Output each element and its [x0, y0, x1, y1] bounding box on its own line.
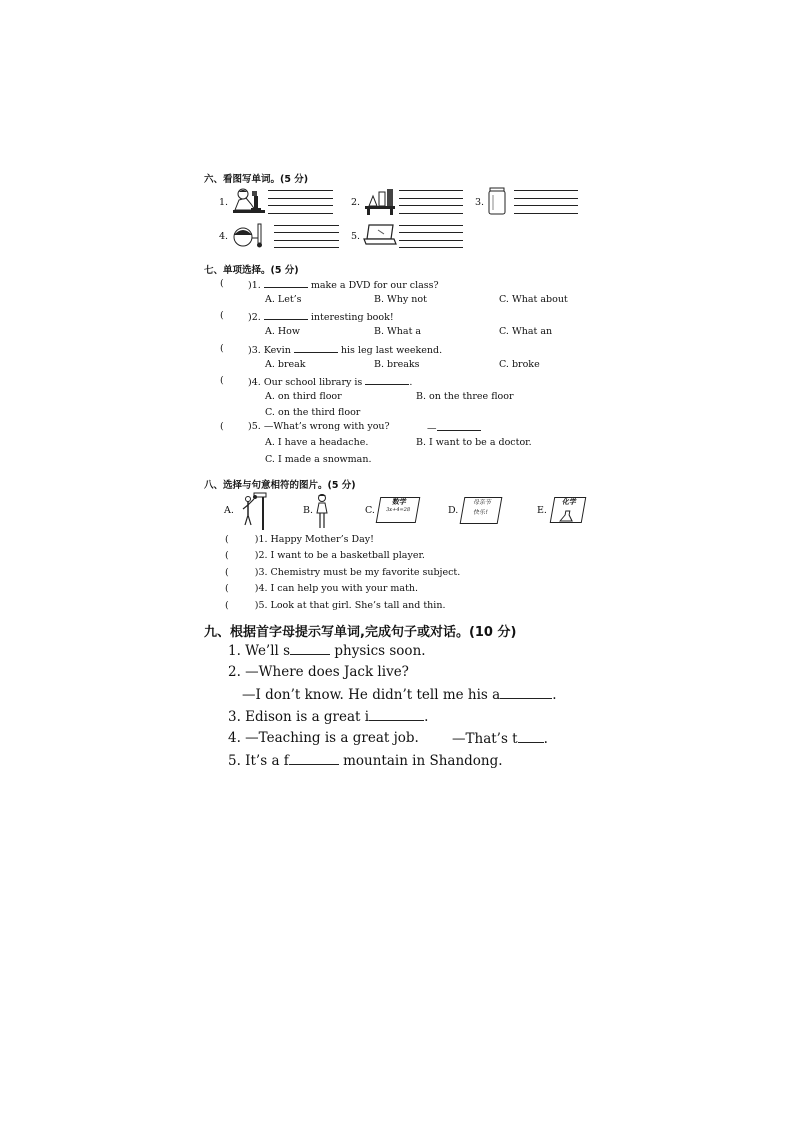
answer-line	[268, 205, 333, 206]
option-c: C. What about	[499, 294, 568, 305]
chemistry-book-picture: 化学	[550, 497, 587, 523]
q1-row: 1. We’ll s physics soon.	[228, 643, 426, 659]
q4-question: 4. —Teaching is a great job.	[228, 730, 419, 746]
option-c: C. broke	[499, 359, 540, 370]
answer-paren-open: (	[220, 278, 224, 289]
sentence-row-3: ( )3. Chemistry must be my favorite subject.	[225, 567, 461, 578]
answer-blank	[369, 708, 424, 721]
sentence-row-2: ( )2. I want to be a basketball player.	[225, 550, 425, 561]
item-2-number: 2.	[351, 197, 361, 208]
q2-question: 2. —Where does Jack live?	[228, 664, 409, 680]
answer-line	[399, 205, 463, 206]
picture-label-d: D.	[448, 505, 459, 516]
option-a: A. on third floor	[265, 391, 342, 402]
answer-line	[274, 240, 339, 241]
answer-paren-open: (	[220, 310, 224, 321]
option-b: B. Why not	[374, 294, 427, 305]
answer-blank	[264, 278, 308, 288]
option-a: A. How	[265, 326, 301, 337]
item-1-number: 1.	[219, 197, 229, 208]
student-microscope-picture	[232, 186, 266, 218]
flask-icon	[551, 510, 583, 522]
picture-label-c: C.	[365, 505, 375, 516]
question-row: )5. —What’s wrong with you?	[248, 421, 390, 432]
answer-line	[399, 232, 463, 233]
answer-line	[268, 198, 333, 199]
answer-paren-open: (	[220, 375, 224, 386]
math-book-picture: 数学 3x+4=28	[376, 497, 421, 523]
option-b: B. What a	[374, 326, 422, 337]
option-c: C. on the third floor	[265, 407, 361, 418]
basketball-player-picture	[236, 491, 268, 531]
answer-line	[514, 205, 578, 206]
question-row: )1. make a DVD for our class?	[248, 280, 439, 291]
section-9-title: 九、根据首字母提示写单词,完成句子或对话。(10 分)	[204, 625, 517, 640]
answer-paren-open: (	[220, 343, 224, 354]
answer-blank	[264, 310, 308, 320]
option-b: B. I want to be a doctor.	[416, 437, 532, 448]
answer-blank	[290, 642, 330, 655]
picture-label-e: E.	[537, 505, 547, 516]
answer-line	[399, 190, 463, 191]
option-a: A. break	[265, 359, 306, 370]
item-5-number: 5.	[351, 231, 361, 242]
answer-line	[399, 247, 463, 248]
answer-line	[514, 190, 578, 191]
jar-picture	[487, 186, 507, 216]
picture-label-a: A.	[224, 505, 234, 516]
option-b: B. on the three floor	[416, 391, 514, 402]
section-6-title: 六、看图写单词。(5 分)	[204, 174, 309, 185]
answer-line	[399, 198, 463, 199]
answer-blank	[500, 686, 552, 699]
answer-blank	[289, 752, 339, 765]
option-c: C. What an	[499, 326, 553, 337]
answer-blank	[294, 343, 338, 353]
reply-row: —	[427, 421, 481, 434]
section-8-title: 八、选择与句意相符的图片。(5 分)	[204, 480, 356, 491]
sentence-row-4: ( )4. I can help you with your math.	[225, 583, 419, 594]
sentence-row-5: ( )5. Look at that girl. She’s tall and thin.	[225, 600, 446, 611]
question-row: )2. interesting book!	[248, 312, 394, 323]
q3-row: 3. Edison is a great i .	[228, 709, 429, 725]
answer-line	[268, 190, 333, 191]
sick-child-thermometer-picture	[231, 222, 271, 250]
option-a: A. Let’s	[265, 294, 302, 305]
tall-thin-girl-picture	[313, 493, 331, 531]
sentence-row-1: ( )1. Happy Mother’s Day!	[225, 534, 374, 545]
answer-line	[274, 225, 339, 226]
answer-line	[274, 232, 339, 233]
answer-blank	[437, 421, 481, 431]
lab-equipment-picture	[363, 186, 397, 216]
answer-line	[399, 240, 463, 241]
answer-blank	[518, 730, 544, 743]
question-row: )3. Kevin his leg last weekend.	[248, 345, 443, 356]
question-row: )4. Our school library is .	[248, 377, 413, 388]
laptop-picture	[363, 222, 397, 246]
picture-label-b: B.	[303, 505, 314, 516]
q4-answer: —That’s t .	[452, 731, 548, 747]
answer-line	[514, 198, 578, 199]
answer-line	[268, 213, 333, 214]
mothers-day-card-picture: 母亲节 快乐!	[460, 497, 503, 524]
item-4-number: 4.	[219, 231, 229, 242]
answer-line	[399, 213, 463, 214]
answer-line	[399, 225, 463, 226]
q2-answer: —I don’t know. He didn’t tell me his a .	[242, 687, 557, 703]
answer-paren-open: (	[220, 421, 224, 432]
item-3-number: 3.	[475, 197, 485, 208]
section-7-title: 七、单项选择。(5 分)	[204, 265, 299, 276]
option-b: B. breaks	[374, 359, 420, 370]
answer-blank	[365, 375, 409, 385]
answer-line	[274, 247, 339, 248]
option-c: C. I made a snowman.	[265, 454, 372, 465]
option-a: A. I have a headache.	[265, 437, 369, 448]
answer-line	[514, 213, 578, 214]
q5-row: 5. It’s a f mountain in Shandong.	[228, 753, 503, 769]
